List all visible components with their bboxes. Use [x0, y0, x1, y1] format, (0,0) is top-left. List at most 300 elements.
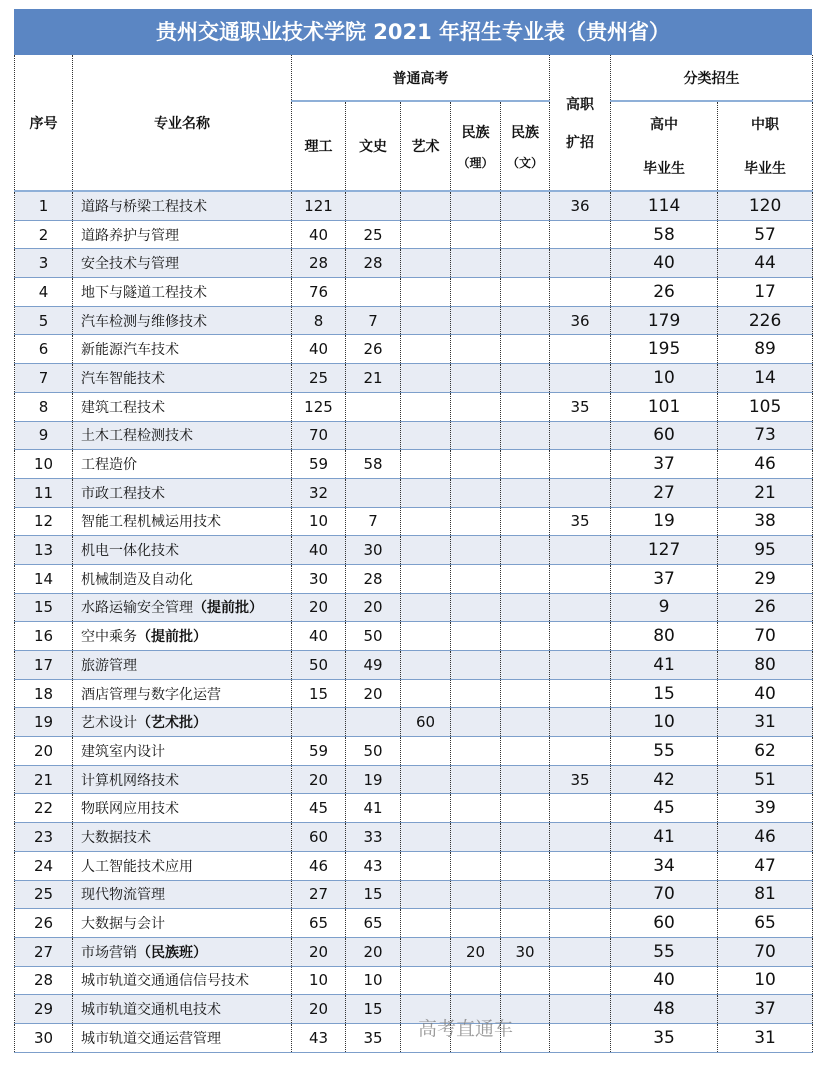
- cell-wenshi: 20: [346, 593, 401, 622]
- cell-gaozhong: 195: [611, 335, 718, 364]
- cell-gaozhong: 40: [611, 966, 718, 995]
- cell-zhongzhi: 10: [718, 966, 813, 995]
- cell-wenshi: 30: [346, 536, 401, 565]
- cell-name: [73, 220, 292, 249]
- major-name: 地下与隧道工程技术: [81, 284, 207, 301]
- cell-gzkz: [550, 1023, 611, 1052]
- cell-seq: 9: [15, 421, 73, 450]
- major-name: 城市轨道交通运营管理: [81, 1030, 221, 1047]
- table-row: [15, 765, 813, 794]
- cell-name: [73, 593, 292, 622]
- cell-gzkz: [550, 823, 611, 852]
- table-row: [15, 392, 813, 421]
- cell-yishu: [401, 937, 451, 966]
- cell-seq: 17: [15, 651, 73, 680]
- table-row: [15, 995, 813, 1024]
- cell-wenshi: [346, 278, 401, 307]
- header-gaokao: 普通高考: [292, 55, 550, 101]
- header-fenlei: 分类招生: [611, 55, 813, 101]
- cell-gzkz: 35: [550, 765, 611, 794]
- cell-gzkz: [550, 995, 611, 1024]
- cell-gaozhong: 101: [611, 392, 718, 421]
- cell-zhongzhi: 26: [718, 593, 813, 622]
- cell-ligong: 20: [292, 995, 346, 1024]
- table-row: [15, 1023, 813, 1052]
- cell-yishu: [401, 191, 451, 220]
- cell-zhongzhi: 105: [718, 392, 813, 421]
- cell-gaozhong: 19: [611, 507, 718, 536]
- major-name: 酒店管理与数字化运营: [81, 686, 221, 703]
- cell-gzkz: [550, 708, 611, 737]
- cell-name: [73, 478, 292, 507]
- major-name: 人工智能技术应用: [81, 858, 193, 875]
- major-name: 建筑室内设计: [81, 743, 165, 760]
- cell-minzu-wen: [501, 364, 550, 393]
- cell-ligong: 59: [292, 737, 346, 766]
- cell-yishu: 60: [401, 708, 451, 737]
- cell-minzu-wen: [501, 651, 550, 680]
- major-name: 城市轨道交通机电技术: [81, 1002, 221, 1019]
- cell-yishu: [401, 823, 451, 852]
- cell-zhongzhi: 47: [718, 851, 813, 880]
- cell-gaozhong: 80: [611, 622, 718, 651]
- cell-yishu: [401, 421, 451, 450]
- cell-ligong: 27: [292, 880, 346, 909]
- cell-wenshi: 43: [346, 851, 401, 880]
- cell-minzu-wen: [501, 278, 550, 307]
- cell-wenshi: [346, 421, 401, 450]
- cell-name: [73, 823, 292, 852]
- cell-ligong: 65: [292, 909, 346, 938]
- major-name: 机电一体化技术: [81, 543, 179, 560]
- cell-gzkz: [550, 937, 611, 966]
- header-minzu-li: [451, 101, 501, 191]
- cell-zhongzhi: 70: [718, 937, 813, 966]
- cell-ligong: 30: [292, 564, 346, 593]
- cell-gaozhong: 41: [611, 651, 718, 680]
- cell-zhongzhi: 65: [718, 909, 813, 938]
- major-name: 道路与桥梁工程技术: [81, 198, 207, 215]
- cell-name: [73, 880, 292, 909]
- cell-gaozhong: 179: [611, 306, 718, 335]
- cell-minzu-li: [451, 593, 501, 622]
- cell-gzkz: [550, 421, 611, 450]
- cell-yishu: [401, 478, 451, 507]
- cell-minzu-wen: [501, 220, 550, 249]
- cell-gaozhong: 127: [611, 536, 718, 565]
- cell-zhongzhi: 89: [718, 335, 813, 364]
- cell-minzu-wen: [501, 593, 550, 622]
- cell-ligong: 40: [292, 536, 346, 565]
- cell-ligong: 20: [292, 765, 346, 794]
- header-minzu-wen: [501, 101, 550, 191]
- cell-gaozhong: 114: [611, 191, 718, 220]
- major-name: 物联网应用技术: [81, 801, 179, 818]
- cell-name: [73, 306, 292, 335]
- major-name: 艺术设计: [81, 715, 137, 732]
- major-name: 新能源汽车技术: [81, 342, 179, 359]
- major-name: 计算机网络技术: [81, 772, 179, 789]
- major-name: 水路运输安全管理: [81, 600, 193, 617]
- table-row: [15, 909, 813, 938]
- cell-gzkz: [550, 737, 611, 766]
- major-name: 空中乘务: [81, 629, 137, 646]
- watermark: 高考直通车: [418, 1018, 514, 1040]
- cell-seq: 24: [15, 851, 73, 880]
- major-name: 市场营销: [81, 944, 137, 961]
- cell-ligong: [292, 708, 346, 737]
- cell-yishu: [401, 335, 451, 364]
- cell-seq: 28: [15, 966, 73, 995]
- enrollment-table: [14, 9, 812, 1053]
- cell-wenshi: 15: [346, 995, 401, 1024]
- cell-seq: 3: [15, 249, 73, 278]
- cell-zhongzhi: 51: [718, 765, 813, 794]
- header-gzkz-2: 扩招: [566, 134, 595, 151]
- header-ligong: 理工: [292, 101, 346, 191]
- table-row: [15, 966, 813, 995]
- cell-gzkz: [550, 536, 611, 565]
- cell-gzkz: [550, 880, 611, 909]
- cell-seq: 10: [15, 450, 73, 479]
- cell-wenshi: 10: [346, 966, 401, 995]
- cell-wenshi: 65: [346, 909, 401, 938]
- cell-minzu-li: [451, 622, 501, 651]
- cell-minzu-li: [451, 851, 501, 880]
- cell-minzu-wen: [501, 765, 550, 794]
- batch-note: （提前批）: [137, 629, 207, 646]
- cell-wenshi: 20: [346, 679, 401, 708]
- cell-seq: 19: [15, 708, 73, 737]
- cell-yishu: [401, 593, 451, 622]
- cell-wenshi: [346, 392, 401, 421]
- cell-wenshi: 26: [346, 335, 401, 364]
- cell-yishu: [401, 765, 451, 794]
- cell-ligong: 40: [292, 335, 346, 364]
- cell-minzu-li: [451, 880, 501, 909]
- cell-gzkz: [550, 966, 611, 995]
- cell-seq: 25: [15, 880, 73, 909]
- batch-note: （民族班）: [137, 944, 207, 961]
- cell-minzu-wen: [501, 450, 550, 479]
- cell-seq: 22: [15, 794, 73, 823]
- cell-minzu-li: [451, 278, 501, 307]
- cell-minzu-wen: [501, 909, 550, 938]
- cell-zhongzhi: 37: [718, 995, 813, 1024]
- table-row: [15, 593, 813, 622]
- cell-zhongzhi: 57: [718, 220, 813, 249]
- header-gaozhong: [611, 101, 718, 191]
- cell-gaozhong: 70: [611, 880, 718, 909]
- cell-yishu: [401, 249, 451, 278]
- cell-minzu-wen: [501, 708, 550, 737]
- cell-name: [73, 851, 292, 880]
- cell-zhongzhi: 62: [718, 737, 813, 766]
- major-name: 土木工程检测技术: [81, 428, 193, 445]
- major-name: 安全技术与管理: [81, 256, 179, 273]
- table-row: [15, 478, 813, 507]
- cell-name: [73, 794, 292, 823]
- major-name: 智能工程机械运用技术: [81, 514, 221, 531]
- table-row: [15, 622, 813, 651]
- table-row: [15, 335, 813, 364]
- cell-wenshi: 7: [346, 306, 401, 335]
- cell-gaozhong: 42: [611, 765, 718, 794]
- cell-gzkz: [550, 335, 611, 364]
- cell-zhongzhi: 44: [718, 249, 813, 278]
- cell-minzu-li: [451, 191, 501, 220]
- table-row: [15, 823, 813, 852]
- cell-minzu-li: 20: [451, 937, 501, 966]
- cell-gaozhong: 48: [611, 995, 718, 1024]
- table-row: [15, 794, 813, 823]
- cell-minzu-li: [451, 507, 501, 536]
- cell-name: [73, 191, 292, 220]
- cell-minzu-li: [451, 306, 501, 335]
- cell-gaozhong: 9: [611, 593, 718, 622]
- cell-zhongzhi: 31: [718, 1023, 813, 1052]
- table-row: [15, 937, 813, 966]
- table-row: [15, 737, 813, 766]
- cell-ligong: 28: [292, 249, 346, 278]
- cell-wenshi: 15: [346, 880, 401, 909]
- cell-gaozhong: 41: [611, 823, 718, 852]
- cell-gzkz: 35: [550, 507, 611, 536]
- major-name: 旅游管理: [81, 657, 137, 674]
- cell-zhongzhi: 14: [718, 364, 813, 393]
- header-wenshi: 文史: [346, 101, 401, 191]
- header-seq: 序号: [15, 55, 73, 191]
- cell-ligong: 10: [292, 507, 346, 536]
- cell-zhongzhi: 46: [718, 450, 813, 479]
- cell-gzkz: [550, 364, 611, 393]
- cell-yishu: [401, 794, 451, 823]
- major-name: 市政工程技术: [81, 485, 165, 502]
- cell-yishu: [401, 622, 451, 651]
- cell-ligong: 20: [292, 937, 346, 966]
- cell-gaozhong: 55: [611, 737, 718, 766]
- cell-name: [73, 1023, 292, 1052]
- header-zhongzhi: [718, 101, 813, 191]
- table-row: [15, 679, 813, 708]
- cell-name: [73, 995, 292, 1024]
- cell-seq: 18: [15, 679, 73, 708]
- table-title: 贵州交通职业技术学院 2021 年招生专业表（贵州省）: [14, 9, 812, 55]
- cell-gzkz: [550, 651, 611, 680]
- cell-seq: 5: [15, 306, 73, 335]
- cell-minzu-li: [451, 651, 501, 680]
- cell-minzu-wen: [501, 851, 550, 880]
- cell-seq: 21: [15, 765, 73, 794]
- cell-minzu-wen: [501, 421, 550, 450]
- cell-name: [73, 450, 292, 479]
- cell-gzkz: 36: [550, 191, 611, 220]
- cell-wenshi: 41: [346, 794, 401, 823]
- cell-minzu-li: [451, 794, 501, 823]
- cell-wenshi: 35: [346, 1023, 401, 1052]
- cell-minzu-li: [451, 220, 501, 249]
- cell-seq: 23: [15, 823, 73, 852]
- cell-gzkz: [550, 450, 611, 479]
- table-row: [15, 191, 813, 220]
- cell-yishu: [401, 220, 451, 249]
- cell-name: [73, 966, 292, 995]
- cell-ligong: 8: [292, 306, 346, 335]
- cell-gaozhong: 55: [611, 937, 718, 966]
- cell-wenshi: 50: [346, 737, 401, 766]
- cell-name: [73, 651, 292, 680]
- cell-seq: 11: [15, 478, 73, 507]
- cell-minzu-wen: [501, 794, 550, 823]
- cell-wenshi: [346, 478, 401, 507]
- cell-zhongzhi: 80: [718, 651, 813, 680]
- cell-name: [73, 679, 292, 708]
- cell-gzkz: 35: [550, 392, 611, 421]
- cell-yishu: [401, 450, 451, 479]
- cell-gaozhong: 60: [611, 909, 718, 938]
- cell-name: [73, 622, 292, 651]
- cell-gaozhong: 45: [611, 794, 718, 823]
- cell-minzu-li: [451, 536, 501, 565]
- major-name: 建筑工程技术: [81, 399, 165, 416]
- cell-minzu-wen: [501, 507, 550, 536]
- cell-wenshi: [346, 191, 401, 220]
- cell-gzkz: [550, 794, 611, 823]
- cell-gzkz: [550, 593, 611, 622]
- cell-ligong: 10: [292, 966, 346, 995]
- cell-ligong: 46: [292, 851, 346, 880]
- cell-minzu-wen: 30: [501, 937, 550, 966]
- cell-seq: 8: [15, 392, 73, 421]
- cell-wenshi: 33: [346, 823, 401, 852]
- header-gaozhong-1: 高中: [650, 117, 679, 133]
- table-row: [15, 278, 813, 307]
- cell-ligong: 40: [292, 622, 346, 651]
- table-row: [15, 564, 813, 593]
- cell-seq: 4: [15, 278, 73, 307]
- cell-minzu-wen: [501, 335, 550, 364]
- cell-gzkz: [550, 622, 611, 651]
- cell-zhongzhi: 38: [718, 507, 813, 536]
- header-minzu-li-1: 民族: [461, 124, 490, 141]
- cell-ligong: 20: [292, 593, 346, 622]
- cell-zhongzhi: 40: [718, 679, 813, 708]
- cell-yishu: [401, 851, 451, 880]
- cell-seq: 13: [15, 536, 73, 565]
- cell-name: [73, 765, 292, 794]
- cell-name: [73, 909, 292, 938]
- major-name: 大数据技术: [81, 829, 151, 846]
- major-name: 城市轨道交通通信信号技术: [81, 973, 249, 990]
- cell-gaozhong: 60: [611, 421, 718, 450]
- cell-ligong: 25: [292, 364, 346, 393]
- cell-gzkz: 36: [550, 306, 611, 335]
- cell-minzu-wen: [501, 536, 550, 565]
- cell-gaozhong: 26: [611, 278, 718, 307]
- header-minzu-wen-2: （文）: [507, 155, 544, 170]
- cell-ligong: 40: [292, 220, 346, 249]
- cell-ligong: 15: [292, 679, 346, 708]
- cell-minzu-wen: [501, 966, 550, 995]
- cell-seq: 6: [15, 335, 73, 364]
- cell-seq: 26: [15, 909, 73, 938]
- table-row: [15, 851, 813, 880]
- cell-seq: 30: [15, 1023, 73, 1052]
- cell-ligong: 45: [292, 794, 346, 823]
- cell-seq: 14: [15, 564, 73, 593]
- table-row: [15, 220, 813, 249]
- cell-zhongzhi: 46: [718, 823, 813, 852]
- cell-name: [73, 278, 292, 307]
- cell-minzu-li: [451, 478, 501, 507]
- cell-yishu: [401, 909, 451, 938]
- cell-seq: 29: [15, 995, 73, 1024]
- cell-minzu-wen: [501, 622, 550, 651]
- cell-minzu-li: [451, 450, 501, 479]
- cell-gzkz: [550, 220, 611, 249]
- cell-yishu: [401, 507, 451, 536]
- cell-gzkz: [550, 909, 611, 938]
- cell-zhongzhi: 95: [718, 536, 813, 565]
- cell-wenshi: 28: [346, 249, 401, 278]
- cell-minzu-li: [451, 335, 501, 364]
- cell-zhongzhi: 39: [718, 794, 813, 823]
- cell-zhongzhi: 29: [718, 564, 813, 593]
- cell-wenshi: 58: [346, 450, 401, 479]
- header-name: 专业名称: [73, 55, 292, 191]
- cell-wenshi: 21: [346, 364, 401, 393]
- cell-name: [73, 737, 292, 766]
- major-name: 道路养护与管理: [81, 227, 179, 244]
- table-row: [15, 507, 813, 536]
- major-name: 工程造价: [81, 457, 137, 474]
- cell-seq: 2: [15, 220, 73, 249]
- cell-ligong: 76: [292, 278, 346, 307]
- cell-gaozhong: 15: [611, 679, 718, 708]
- major-name: 机械制造及自动化: [81, 571, 193, 588]
- cell-gaozhong: 35: [611, 1023, 718, 1052]
- cell-minzu-li: [451, 392, 501, 421]
- cell-minzu-li: [451, 679, 501, 708]
- cell-name: [73, 249, 292, 278]
- cell-seq: 12: [15, 507, 73, 536]
- cell-minzu-wen: [501, 564, 550, 593]
- cell-name: [73, 708, 292, 737]
- cell-minzu-wen: [501, 392, 550, 421]
- cell-yishu: [401, 679, 451, 708]
- cell-gaozhong: 10: [611, 364, 718, 393]
- table-row: [15, 708, 813, 737]
- cell-wenshi: [346, 708, 401, 737]
- cell-yishu: [401, 880, 451, 909]
- header-gzkz-1: 高职: [566, 96, 595, 113]
- cell-minzu-li: [451, 737, 501, 766]
- cell-wenshi: 7: [346, 507, 401, 536]
- major-name: 现代物流管理: [81, 887, 165, 904]
- cell-gzkz: [550, 679, 611, 708]
- cell-ligong: 121: [292, 191, 346, 220]
- cell-zhongzhi: 70: [718, 622, 813, 651]
- table-row: [15, 421, 813, 450]
- header-yishu: 艺术: [401, 101, 451, 191]
- batch-note: （艺术批）: [137, 715, 207, 732]
- table-row: [15, 306, 813, 335]
- cell-seq: 15: [15, 593, 73, 622]
- table-row: [15, 450, 813, 479]
- cell-zhongzhi: 73: [718, 421, 813, 450]
- cell-gaozhong: 58: [611, 220, 718, 249]
- cell-gaozhong: 34: [611, 851, 718, 880]
